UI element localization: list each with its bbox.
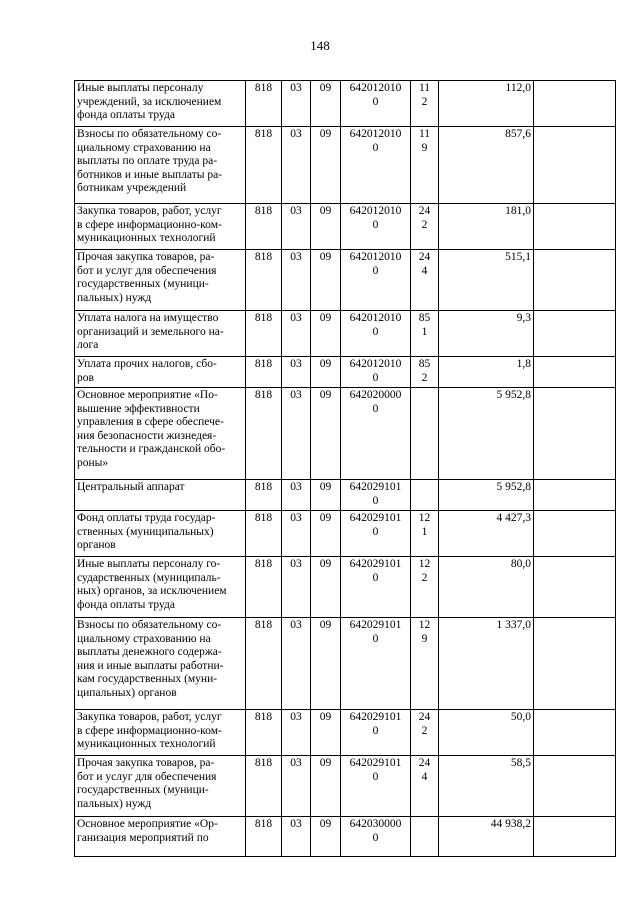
expense-type-cell [411, 127, 439, 204]
cell-line: 12 [418, 619, 431, 631]
section-cell: 03 [282, 81, 311, 127]
grbs-cell: 818 [246, 480, 282, 511]
cell-line: учреждений, за исключением [77, 95, 222, 108]
cell-line: 0 [372, 264, 379, 277]
empty-cell [534, 250, 616, 311]
expense-type-cell [411, 511, 439, 557]
expense-type-cell [411, 557, 439, 618]
table-row [75, 127, 616, 204]
cell-line: муникационных технологий [77, 738, 216, 750]
cell-line: ных) органов, за исключением [77, 585, 227, 597]
target-article-cell [341, 618, 411, 710]
cell-line: 9 [421, 632, 428, 645]
expense-type-cell [411, 618, 439, 710]
target-article-cell [341, 756, 411, 817]
subsection-cell: 09 [311, 127, 341, 204]
cell-line: ров [77, 371, 94, 384]
cell-line: ципальных) органов [77, 686, 177, 699]
subsection-cell: 09 [311, 81, 341, 127]
cell-line: 642012010 [349, 358, 402, 370]
subsection-cell: 09 [311, 357, 341, 388]
expense-name-cell [75, 311, 246, 357]
expense-name-cell [75, 817, 246, 857]
expense-name-cell [75, 756, 246, 817]
amount-cell: 1 337,0 [439, 618, 534, 710]
grbs-cell: 818 [246, 357, 282, 388]
cell-line: 24 [418, 205, 431, 217]
cell-line: 642012010 [349, 205, 402, 217]
section-cell: 03 [282, 756, 311, 817]
table-body [75, 81, 616, 857]
cell-line: организаций и земельного на- [77, 325, 224, 338]
cell-line: сударственных (муниципаль- [77, 571, 221, 584]
cell-line: Взносы по обязательному со- [77, 619, 222, 631]
cell-line: 642020000 [349, 389, 402, 401]
cell-line: 642012010 [349, 251, 402, 263]
section-cell: 03 [282, 127, 311, 204]
table-row [75, 557, 616, 618]
cell-line: лога [77, 339, 99, 351]
cell-line: муникационных технологий [77, 232, 216, 244]
cell-line: 0 [372, 770, 379, 783]
amount-cell: 5 952,8 [439, 480, 534, 511]
cell-line: 642029101 [349, 711, 402, 723]
subsection-cell: 09 [311, 756, 341, 817]
table-row [75, 81, 616, 127]
cell-line: фонда оплаты труда [77, 109, 176, 121]
table-row [75, 357, 616, 388]
subsection-cell: 09 [311, 710, 341, 756]
subsection-cell: 09 [311, 480, 341, 511]
amount-cell: 5 952,8 [439, 388, 534, 480]
target-article-cell [341, 557, 411, 618]
cell-line: Уплата прочих налогов, сбо- [77, 358, 217, 370]
grbs-cell: 818 [246, 618, 282, 710]
cell-line: кам государственных (муни- [77, 673, 218, 685]
cell-line: 642029101 [349, 512, 402, 524]
section-cell: 03 [282, 250, 311, 311]
empty-cell [534, 127, 616, 204]
grbs-cell: 818 [246, 710, 282, 756]
cell-line: ганизация мероприятий по [77, 831, 209, 844]
cell-line: ния безопасности жизнедея- [77, 429, 217, 442]
expense-name-cell [75, 511, 246, 557]
cell-line: 642029101 [349, 619, 402, 631]
expense-name-cell [75, 81, 246, 127]
amount-cell: 80,0 [439, 557, 534, 618]
table-row [75, 250, 616, 311]
table-row [75, 388, 616, 480]
cell-line: ботников и иные выплаты ра- [77, 168, 223, 181]
budget-table [74, 80, 616, 857]
table-row [75, 204, 616, 250]
section-cell: 03 [282, 557, 311, 618]
cell-line: 24 [418, 757, 431, 769]
cell-line: пальных) нужд [77, 291, 152, 304]
amount-cell: 9,3 [439, 311, 534, 357]
section-cell: 03 [282, 618, 311, 710]
cell-line: Закупка товаров, работ, услуг [77, 205, 222, 217]
cell-line: Прочая закупка товаров, ра- [77, 757, 215, 769]
cell-line: управления в сфере обеспече- [77, 416, 224, 428]
cell-line: 4 [421, 770, 428, 783]
cell-line: ботникам учреждений [77, 182, 187, 194]
expense-type-cell [411, 357, 439, 388]
expense-type-cell [411, 756, 439, 817]
target-article-cell [341, 817, 411, 857]
cell-line: 0 [372, 571, 379, 584]
cell-line: циальному страхованию на [77, 632, 211, 645]
table-row [75, 618, 616, 710]
cell-line: ственных (муниципальных) [77, 525, 214, 538]
subsection-cell: 09 [311, 311, 341, 357]
expense-name-cell [75, 357, 246, 388]
amount-cell: 58,5 [439, 756, 534, 817]
empty-cell [534, 817, 616, 857]
subsection-cell: 09 [311, 388, 341, 480]
cell-line: выплаты по оплате труда ра- [77, 155, 218, 167]
expense-type-cell [411, 204, 439, 250]
subsection-cell: 09 [311, 511, 341, 557]
cell-line: 12 [418, 558, 431, 570]
cell-line: 642029101 [349, 481, 402, 493]
cell-line: бот и услуг для обеспечения [77, 264, 217, 277]
cell-line: пальных) нужд [77, 797, 152, 810]
subsection-cell: 09 [311, 618, 341, 710]
expense-name-cell [75, 480, 246, 511]
amount-cell: 181,0 [439, 204, 534, 250]
empty-cell [534, 388, 616, 480]
cell-line: фонда оплаты труда [77, 598, 176, 611]
cell-line: 11 [418, 128, 431, 140]
section-cell: 03 [282, 357, 311, 388]
cell-line: ния и иные выплаты работни- [77, 659, 224, 672]
cell-line: Закупка товаров, работ, услуг [77, 711, 222, 723]
cell-line: 0 [372, 371, 379, 384]
expense-type-cell [411, 311, 439, 357]
grbs-cell: 818 [246, 511, 282, 557]
target-article-cell [341, 204, 411, 250]
amount-cell: 112,0 [439, 81, 534, 127]
grbs-cell: 818 [246, 557, 282, 618]
cell-line: в сфере информационно-ком- [77, 218, 222, 231]
cell-line: 12 [418, 512, 431, 524]
expense-type-cell [411, 388, 439, 480]
target-article-cell [341, 127, 411, 204]
grbs-cell: 818 [246, 756, 282, 817]
subsection-cell: 09 [311, 557, 341, 618]
empty-cell [534, 81, 616, 127]
target-article-cell [341, 250, 411, 311]
section-cell: 03 [282, 204, 311, 250]
cell-line: 2 [421, 218, 428, 231]
page-number: 148 [310, 38, 330, 53]
empty-cell [534, 311, 616, 357]
cell-line: Основное мероприятие «Ор- [77, 818, 218, 830]
table-row [75, 710, 616, 756]
cell-line: органов [77, 539, 116, 551]
section-cell: 03 [282, 817, 311, 857]
cell-line: 0 [372, 525, 379, 538]
expense-name-cell [75, 710, 246, 756]
target-article-cell [341, 357, 411, 388]
grbs-cell: 818 [246, 204, 282, 250]
cell-line: вышение эффективности [77, 402, 200, 415]
expense-name-cell [75, 618, 246, 710]
grbs-cell: 818 [246, 81, 282, 127]
cell-line: 2 [421, 371, 428, 384]
grbs-cell: 818 [246, 311, 282, 357]
cell-line: 2 [421, 95, 428, 108]
grbs-cell: 818 [246, 250, 282, 311]
grbs-cell: 818 [246, 817, 282, 857]
empty-cell [534, 204, 616, 250]
cell-line: 0 [372, 95, 379, 108]
cell-line: в сфере информационно-ком- [77, 724, 222, 737]
amount-cell: 857,6 [439, 127, 534, 204]
cell-line: Основное мероприятие «По- [77, 389, 218, 401]
cell-line: бот и услуг для обеспечения [77, 770, 217, 783]
cell-line: государственных (муници- [77, 278, 209, 290]
expense-type-cell [411, 81, 439, 127]
table-row [75, 311, 616, 357]
target-article-cell [341, 81, 411, 127]
section-cell: 03 [282, 311, 311, 357]
empty-cell [534, 511, 616, 557]
cell-line: 85 [418, 358, 431, 370]
empty-cell [534, 480, 616, 511]
cell-line: 1 [421, 325, 428, 338]
cell-line: Взносы по обязательному со- [77, 128, 222, 140]
empty-cell [534, 557, 616, 618]
cell-line: 2 [421, 724, 428, 737]
amount-cell: 1,8 [439, 357, 534, 388]
table-row [75, 756, 616, 817]
expense-name-cell [75, 250, 246, 311]
target-article-cell [341, 511, 411, 557]
cell-line: роны» [77, 456, 109, 469]
empty-cell [534, 618, 616, 710]
cell-line: 11 [418, 82, 431, 94]
table-row [75, 480, 616, 511]
amount-cell: 50,0 [439, 710, 534, 756]
expense-name-cell [75, 127, 246, 204]
cell-line: 24 [418, 711, 431, 723]
cell-line: 85 [418, 312, 431, 324]
target-article-cell [341, 388, 411, 480]
expense-name-cell [75, 557, 246, 618]
cell-line: 0 [372, 494, 379, 507]
cell-line: 0 [372, 402, 379, 415]
expense-name-cell [75, 204, 246, 250]
cell-line: 0 [372, 141, 379, 154]
section-cell: 03 [282, 710, 311, 756]
cell-line: 642029101 [349, 558, 402, 570]
cell-line: 0 [372, 724, 379, 737]
cell-line: выплаты денежного содержа- [77, 646, 222, 658]
cell-line: Уплата налога на имущество [77, 312, 219, 324]
cell-line: 24 [418, 251, 431, 263]
amount-cell: 4 427,3 [439, 511, 534, 557]
cell-line: 642012010 [349, 128, 402, 140]
cell-line: 4 [421, 264, 428, 277]
cell-line: 9 [421, 141, 428, 154]
target-article-cell [341, 480, 411, 511]
subsection-cell: 09 [311, 817, 341, 857]
grbs-cell: 818 [246, 127, 282, 204]
expense-type-cell [411, 480, 439, 511]
cell-line: 0 [372, 218, 379, 231]
section-cell: 03 [282, 511, 311, 557]
expense-type-cell [411, 817, 439, 857]
empty-cell [534, 710, 616, 756]
cell-line: 0 [372, 831, 379, 844]
target-article-cell [341, 710, 411, 756]
cell-line: Фонд оплаты труда государ- [77, 512, 216, 524]
cell-line: 0 [372, 632, 379, 645]
section-cell: 03 [282, 480, 311, 511]
cell-line: Иные выплаты персоналу [77, 82, 204, 94]
cell-line: 1 [421, 525, 428, 538]
subsection-cell: 09 [311, 204, 341, 250]
cell-line: 2 [421, 571, 428, 584]
cell-line: 642029101 [349, 757, 402, 769]
empty-cell [534, 756, 616, 817]
target-article-cell [341, 311, 411, 357]
expense-name-cell [75, 388, 246, 480]
empty-cell [534, 357, 616, 388]
cell-line: 642030000 [349, 818, 402, 830]
cell-line: Иные выплаты персоналу го- [77, 558, 221, 570]
grbs-cell: 818 [246, 388, 282, 480]
cell-line: 0 [372, 325, 379, 338]
table-row [75, 817, 616, 857]
cell-line: государственных (муници- [77, 784, 209, 796]
cell-line: тельности и гражданской обо- [77, 443, 226, 455]
table-row [75, 511, 616, 557]
expense-type-cell [411, 710, 439, 756]
amount-cell: 515,1 [439, 250, 534, 311]
cell-line: 642012010 [349, 312, 402, 324]
cell-line: 642012010 [349, 82, 402, 94]
subsection-cell: 09 [311, 250, 341, 311]
section-cell: 03 [282, 388, 311, 480]
amount-cell: 44 938,2 [439, 817, 534, 857]
expense-type-cell [411, 250, 439, 311]
cell-line: Прочая закупка товаров, ра- [77, 251, 215, 263]
cell-line: Центральный аппарат [77, 481, 185, 493]
cell-line: циальному страхованию на [77, 141, 211, 154]
